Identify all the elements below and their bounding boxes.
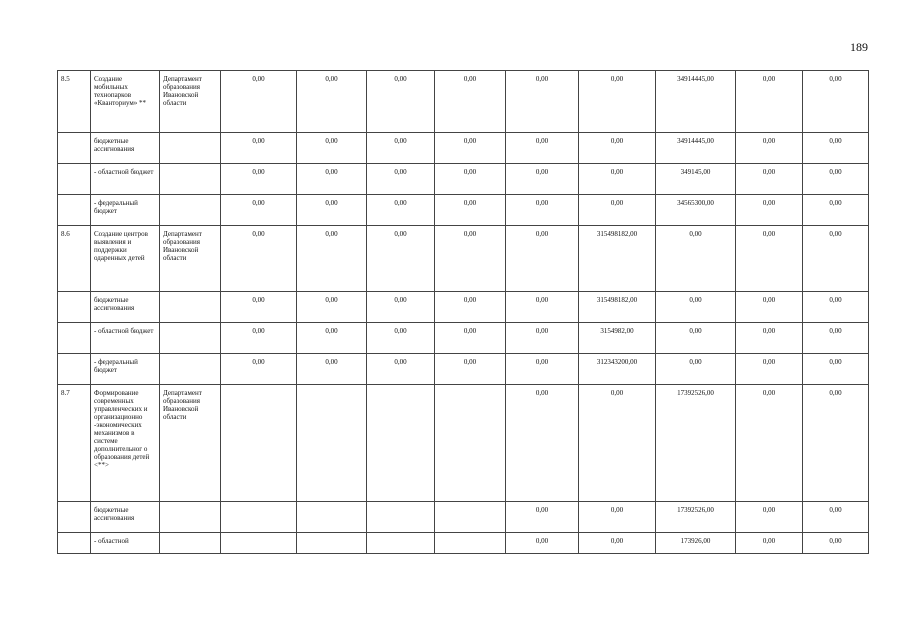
value-cell: 0,00 xyxy=(506,533,579,554)
value-cell: 0,00 xyxy=(435,354,506,385)
row-code xyxy=(58,323,91,354)
value-cell: 0,00 xyxy=(221,71,297,133)
value-cell: 0,00 xyxy=(506,195,579,226)
value-cell: 0,00 xyxy=(803,385,869,502)
value-cell: 0,00 xyxy=(579,502,656,533)
page-number: 189 xyxy=(850,40,868,54)
value-cell: 0,00 xyxy=(506,133,579,164)
row-code xyxy=(58,354,91,385)
value-cell xyxy=(297,533,367,554)
value-cell: 0,00 xyxy=(367,164,435,195)
value-cell: 0,00 xyxy=(367,71,435,133)
value-cell: 0,00 xyxy=(803,133,869,164)
value-cell: 0,00 xyxy=(367,292,435,323)
value-cell: 0,00 xyxy=(221,195,297,226)
value-cell: 315498182,00 xyxy=(579,226,656,292)
row-department xyxy=(160,354,221,385)
value-cell: 0,00 xyxy=(803,533,869,554)
table-row xyxy=(58,354,869,385)
table-row xyxy=(58,133,869,164)
value-cell xyxy=(221,533,297,554)
value-cell: 0,00 xyxy=(579,385,656,502)
value-cell: 0,00 xyxy=(506,385,579,502)
value-cell: 0,00 xyxy=(435,323,506,354)
value-cell: 0,00 xyxy=(221,323,297,354)
row-department xyxy=(160,164,221,195)
value-cell: 0,00 xyxy=(367,323,435,354)
table-row xyxy=(58,71,869,133)
value-cell: 0,00 xyxy=(367,133,435,164)
row-name: Создание мобильных технопарков «Кванториум» ** xyxy=(91,71,160,133)
row-name: - областной xyxy=(91,533,160,554)
value-cell: 17392526,00 xyxy=(656,502,736,533)
value-cell: 0,00 xyxy=(579,195,656,226)
value-cell: 0,00 xyxy=(803,226,869,292)
value-cell: 34914445,00 xyxy=(656,133,736,164)
value-cell: 0,00 xyxy=(367,354,435,385)
value-cell: 0,00 xyxy=(297,71,367,133)
value-cell: 0,00 xyxy=(736,133,803,164)
row-department xyxy=(160,502,221,533)
value-cell: 0,00 xyxy=(297,323,367,354)
value-cell: 0,00 xyxy=(803,71,869,133)
value-cell: 0,00 xyxy=(803,502,869,533)
row-code: 8.5 xyxy=(58,71,91,133)
row-department xyxy=(160,533,221,554)
value-cell xyxy=(221,502,297,533)
row-code xyxy=(58,195,91,226)
value-cell: 0,00 xyxy=(506,292,579,323)
value-cell: 34914445,00 xyxy=(656,71,736,133)
value-cell: 0,00 xyxy=(367,195,435,226)
value-cell: 0,00 xyxy=(435,71,506,133)
value-cell xyxy=(367,502,435,533)
value-cell: 0,00 xyxy=(736,164,803,195)
row-name: - областной бюджет xyxy=(91,164,160,195)
value-cell: 0,00 xyxy=(736,71,803,133)
value-cell: 0,00 xyxy=(579,164,656,195)
table-row xyxy=(58,533,869,554)
value-cell: 0,00 xyxy=(656,292,736,323)
value-cell: 0,00 xyxy=(803,323,869,354)
table-row xyxy=(58,292,869,323)
value-cell: 0,00 xyxy=(656,354,736,385)
value-cell: 0,00 xyxy=(736,354,803,385)
value-cell: 173926,00 xyxy=(656,533,736,554)
value-cell: 0,00 xyxy=(579,133,656,164)
row-code: 8.6 xyxy=(58,226,91,292)
value-cell: 0,00 xyxy=(579,533,656,554)
value-cell: 0,00 xyxy=(736,502,803,533)
value-cell xyxy=(297,385,367,502)
row-name: - федеральный бюджет xyxy=(91,195,160,226)
value-cell: 0,00 xyxy=(736,533,803,554)
row-department: Департамент образования Ивановской области xyxy=(160,385,221,502)
row-code xyxy=(58,164,91,195)
value-cell: 0,00 xyxy=(656,226,736,292)
value-cell: 0,00 xyxy=(297,226,367,292)
row-department: Департамент образования Ивановской области xyxy=(160,226,221,292)
value-cell xyxy=(221,385,297,502)
value-cell: 0,00 xyxy=(506,164,579,195)
value-cell: 0,00 xyxy=(736,323,803,354)
row-code xyxy=(58,133,91,164)
value-cell: 0,00 xyxy=(506,354,579,385)
value-cell xyxy=(435,502,506,533)
value-cell: 0,00 xyxy=(506,226,579,292)
value-cell: 0,00 xyxy=(435,292,506,323)
table-row xyxy=(58,502,869,533)
table-row xyxy=(58,385,869,502)
row-department xyxy=(160,323,221,354)
table-row xyxy=(58,323,869,354)
row-name: - федеральный бюджет xyxy=(91,354,160,385)
value-cell: 0,00 xyxy=(736,385,803,502)
value-cell: 0,00 xyxy=(297,292,367,323)
value-cell: 0,00 xyxy=(506,323,579,354)
row-code xyxy=(58,502,91,533)
value-cell xyxy=(367,385,435,502)
value-cell: 0,00 xyxy=(803,354,869,385)
value-cell: 0,00 xyxy=(221,133,297,164)
value-cell: 0,00 xyxy=(221,164,297,195)
value-cell: 0,00 xyxy=(736,226,803,292)
row-code: 8.7 xyxy=(58,385,91,502)
value-cell: 0,00 xyxy=(506,71,579,133)
value-cell: 349145,00 xyxy=(656,164,736,195)
value-cell: 34565300,00 xyxy=(656,195,736,226)
value-cell xyxy=(435,533,506,554)
row-department xyxy=(160,195,221,226)
value-cell: 0,00 xyxy=(221,226,297,292)
value-cell: 3154982,00 xyxy=(579,323,656,354)
value-cell: 0,00 xyxy=(297,195,367,226)
value-cell: 0,00 xyxy=(297,164,367,195)
value-cell: 0,00 xyxy=(656,323,736,354)
value-cell: 0,00 xyxy=(297,133,367,164)
value-cell xyxy=(367,533,435,554)
row-code xyxy=(58,533,91,554)
value-cell xyxy=(297,502,367,533)
value-cell: 0,00 xyxy=(506,502,579,533)
value-cell: 312343200,00 xyxy=(579,354,656,385)
row-name: бюджетные ассигнования xyxy=(91,292,160,323)
row-name: Создание центров выявления и поддержки одаренных детей xyxy=(91,226,160,292)
value-cell: 0,00 xyxy=(221,354,297,385)
value-cell: 0,00 xyxy=(297,354,367,385)
value-cell: 315498182,00 xyxy=(579,292,656,323)
value-cell: 0,00 xyxy=(579,71,656,133)
row-name: - областной бюджет xyxy=(91,323,160,354)
value-cell: 0,00 xyxy=(367,226,435,292)
row-name: бюджетные ассигнования xyxy=(91,502,160,533)
value-cell: 0,00 xyxy=(435,226,506,292)
value-cell: 0,00 xyxy=(736,195,803,226)
row-department xyxy=(160,292,221,323)
table-row xyxy=(58,195,869,226)
value-cell: 0,00 xyxy=(736,292,803,323)
value-cell: 0,00 xyxy=(803,292,869,323)
value-cell: 0,00 xyxy=(435,164,506,195)
row-name: бюджетные ассигнования xyxy=(91,133,160,164)
row-department xyxy=(160,133,221,164)
row-department: Департамент образования Ивановской области xyxy=(160,71,221,133)
value-cell: 0,00 xyxy=(803,164,869,195)
table-row xyxy=(58,164,869,195)
value-cell: 0,00 xyxy=(435,195,506,226)
table-row xyxy=(58,226,869,292)
value-cell: 0,00 xyxy=(221,292,297,323)
value-cell: 0,00 xyxy=(435,133,506,164)
budget-table xyxy=(57,70,869,554)
value-cell: 0,00 xyxy=(803,195,869,226)
value-cell: 17392526,00 xyxy=(656,385,736,502)
row-name: Формирование современных управленческих и организационно -экономических механизмов в системе дополнительног о образования детей <**> xyxy=(91,385,160,502)
value-cell xyxy=(435,385,506,502)
row-code xyxy=(58,292,91,323)
